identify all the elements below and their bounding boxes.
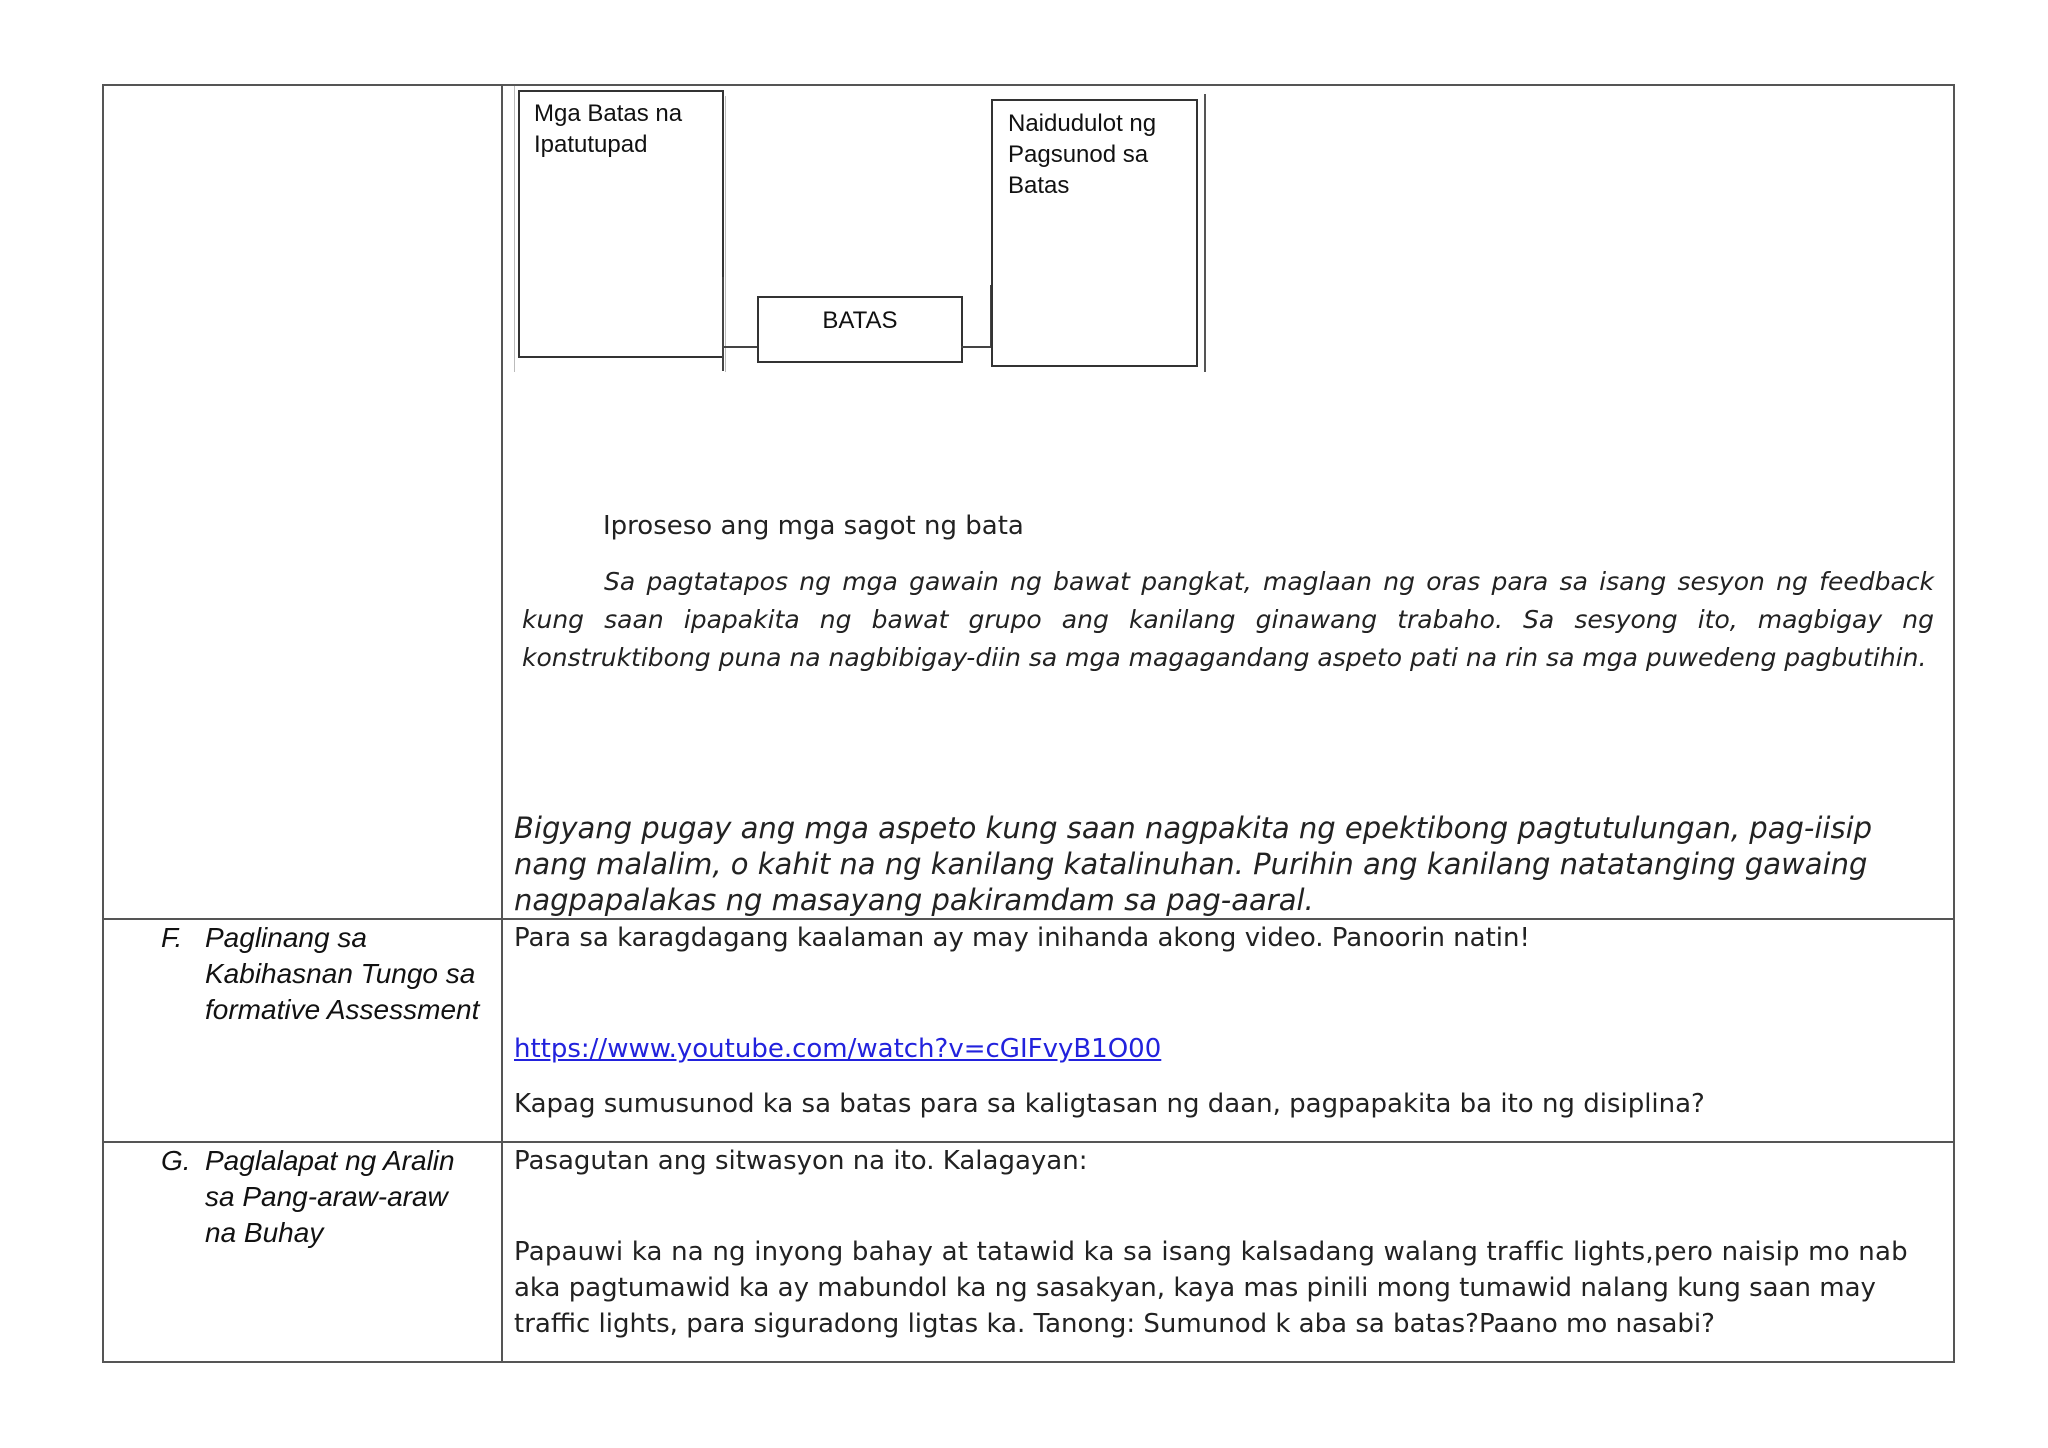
row-g-scenario-line-1: Papauwi ka na ng inyong bahay at tatawid ka sa isang kalsadang walang traffic lights,pero naisip mo nab [514,1237,1908,1267]
diagram-box-left-label: Mga Batas na Ipatutupad [534,100,683,158]
row-g-intro: Pasagutan ang sitwasyon na ito. Kalagayan: [514,1146,1088,1176]
scan-artifact-line [1204,94,1206,372]
praise-paragraph: Bigyang pugay ang mga aspeto kung saan nagpakita ng epektibong pagtutulungan, pag-iisip nang malalim, o kahit na ng kanilang katalinuhan. Purihin ang kanilang natatanging gawaing nagpapalakas ng masayang pakiramdam sa pag-aaral. [514,811,1873,917]
diagram-connector-left [722,277,724,371]
row-g-scenario-line-2: aka pagtumawid ka ay mabundol ka ng sasakyan, kaya mas pinili mong tumawid nalang kung saan may [514,1273,1876,1303]
table-border-right [1953,84,1955,1363]
process-instruction: Iproseso ang mga sagot ng bata [603,511,1024,541]
diagram-box-center-label: BATAS [822,307,898,334]
row-f-question: Kapag sumusunod ka sa batas para sa kaligtasan ng daan, pagpapakita ba ito ng disiplina? [514,1089,1705,1119]
table-border-left [102,84,104,1363]
scan-artifact-line [725,96,726,372]
video-link[interactable]: https://www.youtube.com/watch?v=cGIFvyB1O00 [514,1034,1162,1064]
row-g-scenario-line-3: traffic lights, para siguradong ligtas ka. Tanong: Sumunod k aba sa batas?Paano mo nasabi? [514,1309,1715,1339]
table-border-bottom [102,1361,1955,1363]
row-g-letter: G. [161,1145,191,1176]
diagram-connector-right-h [961,346,992,348]
row-f-intro: Para sa karagdagang kaalaman ay may inihanda akong video. Panoorin natin! [514,923,1530,953]
diagram-box-right-label: Naidudulot ng Pagsunod sa Batas [1008,110,1157,199]
diagram-connector-left-h [722,346,757,348]
row-g-label: Paglalapat ng Aralin sa Pang-araw-araw na Buhay [205,1145,455,1248]
row-f-label: Paglinang sa Kabihasnan Tungo sa formative Assessment [205,922,480,1025]
feedback-paragraph: Sa pagtatapos ng mga gawain ng bawat pangkat, maglaan ng oras para sa isang sesyon ng feedback kung saan ipapakita ng bawat grupo ang kanilang ginawang trabaho. Sa sesyong ito, magbigay ng konstruktibong puna na nagbibigay-diin sa mga magagandang aspeto pati na rin sa mga puwedeng pagbutihin. [522,567,1934,672]
table-border-top [102,84,1955,86]
scan-artifact-line [514,86,515,372]
table-column-divider [501,84,503,1363]
row-f-letter: F. [161,922,183,953]
